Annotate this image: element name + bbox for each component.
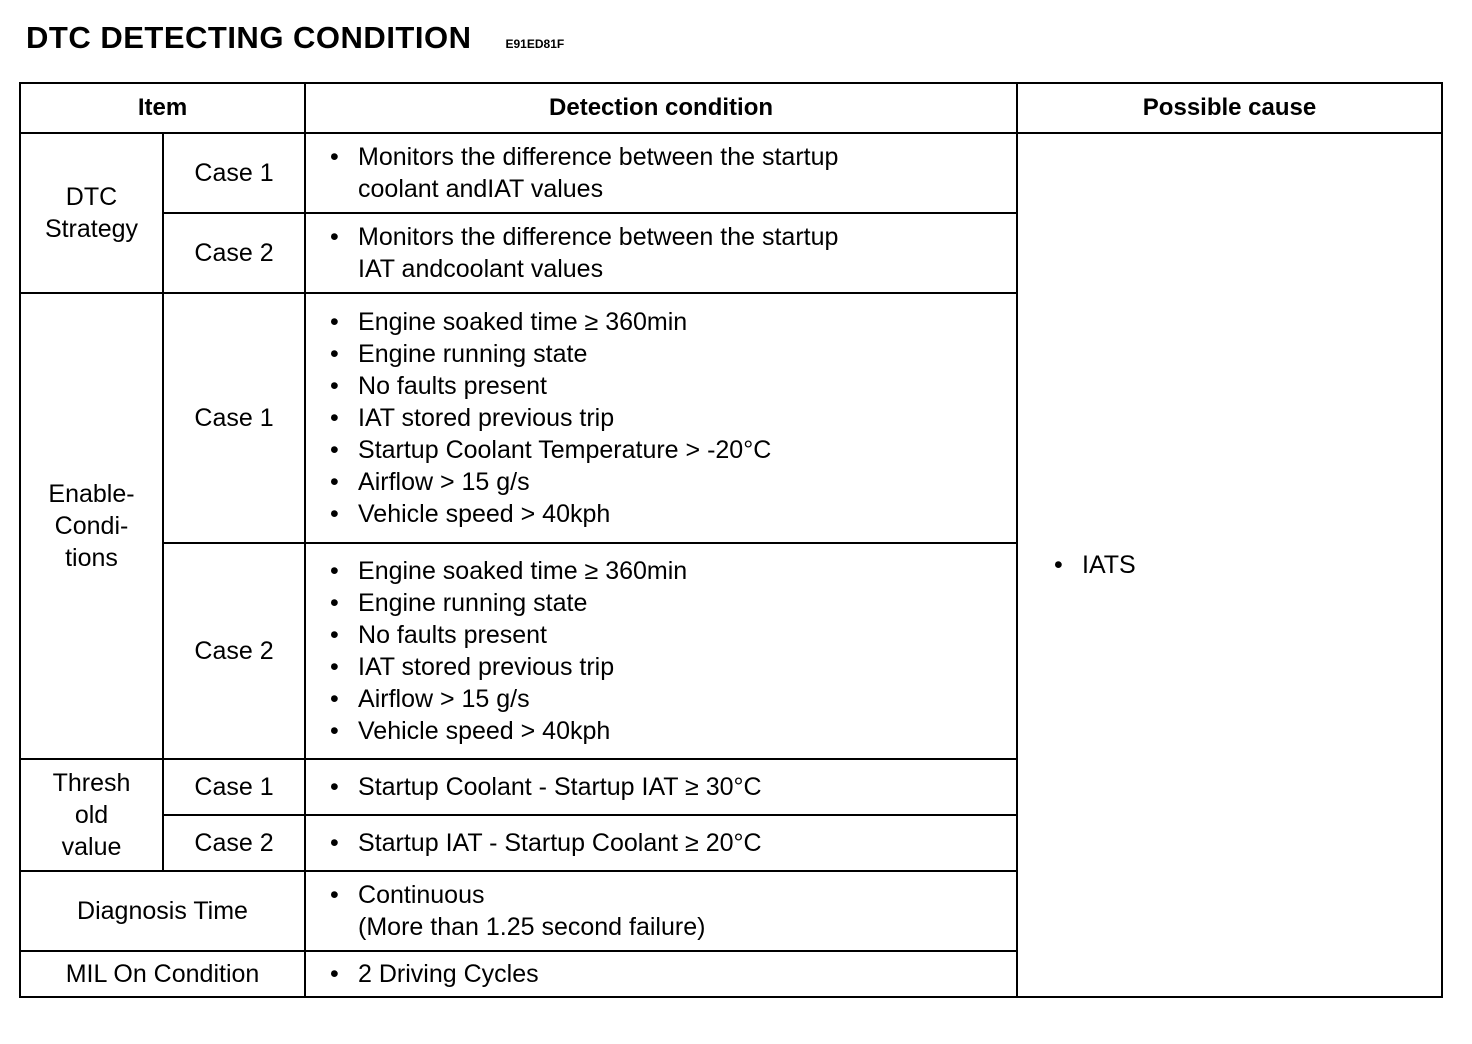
dtc-strategy-case1-label: Case 1 bbox=[163, 133, 305, 213]
dtc-strategy-label: DTC Strategy bbox=[20, 133, 163, 293]
dtc-strategy-case2-condition: • Monitors the difference between the startup IAT andcoolant values bbox=[305, 213, 1017, 293]
mil-on-condition-label: MIL On Condition bbox=[20, 951, 305, 997]
list-item: • IAT stored previous trip bbox=[330, 402, 1004, 434]
list-item: • Engine soaked time ≥ 360min bbox=[330, 555, 1004, 587]
diagnosis-time-label: Diagnosis Time bbox=[20, 871, 305, 951]
list-item: • Vehicle speed > 40kph bbox=[330, 715, 1004, 747]
list-item: • Engine running state bbox=[330, 338, 1004, 370]
list-item: • No faults present bbox=[330, 370, 1004, 402]
heading bbox=[26, 20, 564, 56]
threshold-case2-condition: • Startup IAT - Startup Coolant ≥ 20°C bbox=[305, 815, 1017, 871]
list-item: • No faults present bbox=[330, 619, 1004, 651]
list-item: • Engine soaked time ≥ 360min bbox=[330, 306, 1004, 338]
enable-conditions-case2-label: Case 2 bbox=[163, 543, 305, 759]
header-possible-cause: Possible cause bbox=[1017, 83, 1442, 133]
header-row bbox=[20, 83, 1442, 133]
possible-cause-cell bbox=[1017, 133, 1442, 997]
table-row bbox=[20, 133, 1442, 213]
list-item: • Vehicle speed > 40kph bbox=[330, 498, 1004, 530]
page-title: DTC DETECTING CONDITION bbox=[26, 20, 472, 55]
threshold-case1-condition: • Startup Coolant - Startup IAT ≥ 30°C bbox=[305, 759, 1017, 815]
threshold-value-label: Thresh old value bbox=[20, 759, 163, 871]
possible-cause-item: • IATS bbox=[1054, 551, 1441, 580]
document-code: E91ED81F bbox=[505, 37, 565, 51]
dtc-condition-table bbox=[19, 82, 1443, 998]
enable-conditions-case1-label: Case 1 bbox=[163, 293, 305, 543]
threshold-case1-label: Case 1 bbox=[163, 759, 305, 815]
enable-conditions-case2-condition bbox=[305, 543, 1017, 759]
list-item: • IAT stored previous trip bbox=[330, 651, 1004, 683]
list-item: • Airflow > 15 g/s bbox=[330, 466, 1004, 498]
header-detection-condition: Detection condition bbox=[305, 83, 1017, 133]
list-item: • Engine running state bbox=[330, 587, 1004, 619]
dtc-strategy-case1-condition: • Monitors the difference between the startup coolant andIAT values bbox=[305, 133, 1017, 213]
threshold-case2-label: Case 2 bbox=[163, 815, 305, 871]
mil-on-condition-value: • 2 Driving Cycles bbox=[305, 951, 1017, 997]
list-item: • Startup Coolant Temperature > -20°C bbox=[330, 434, 1004, 466]
enable-conditions-label: Enable- Condi- tions bbox=[20, 293, 163, 759]
dtc-strategy-case2-label: Case 2 bbox=[163, 213, 305, 293]
list-item: • Airflow > 15 g/s bbox=[330, 683, 1004, 715]
header-item: Item bbox=[20, 83, 305, 133]
enable-conditions-case1-condition bbox=[305, 293, 1017, 543]
diagnosis-time-condition: • Continuous (More than 1.25 second failure) bbox=[305, 871, 1017, 951]
